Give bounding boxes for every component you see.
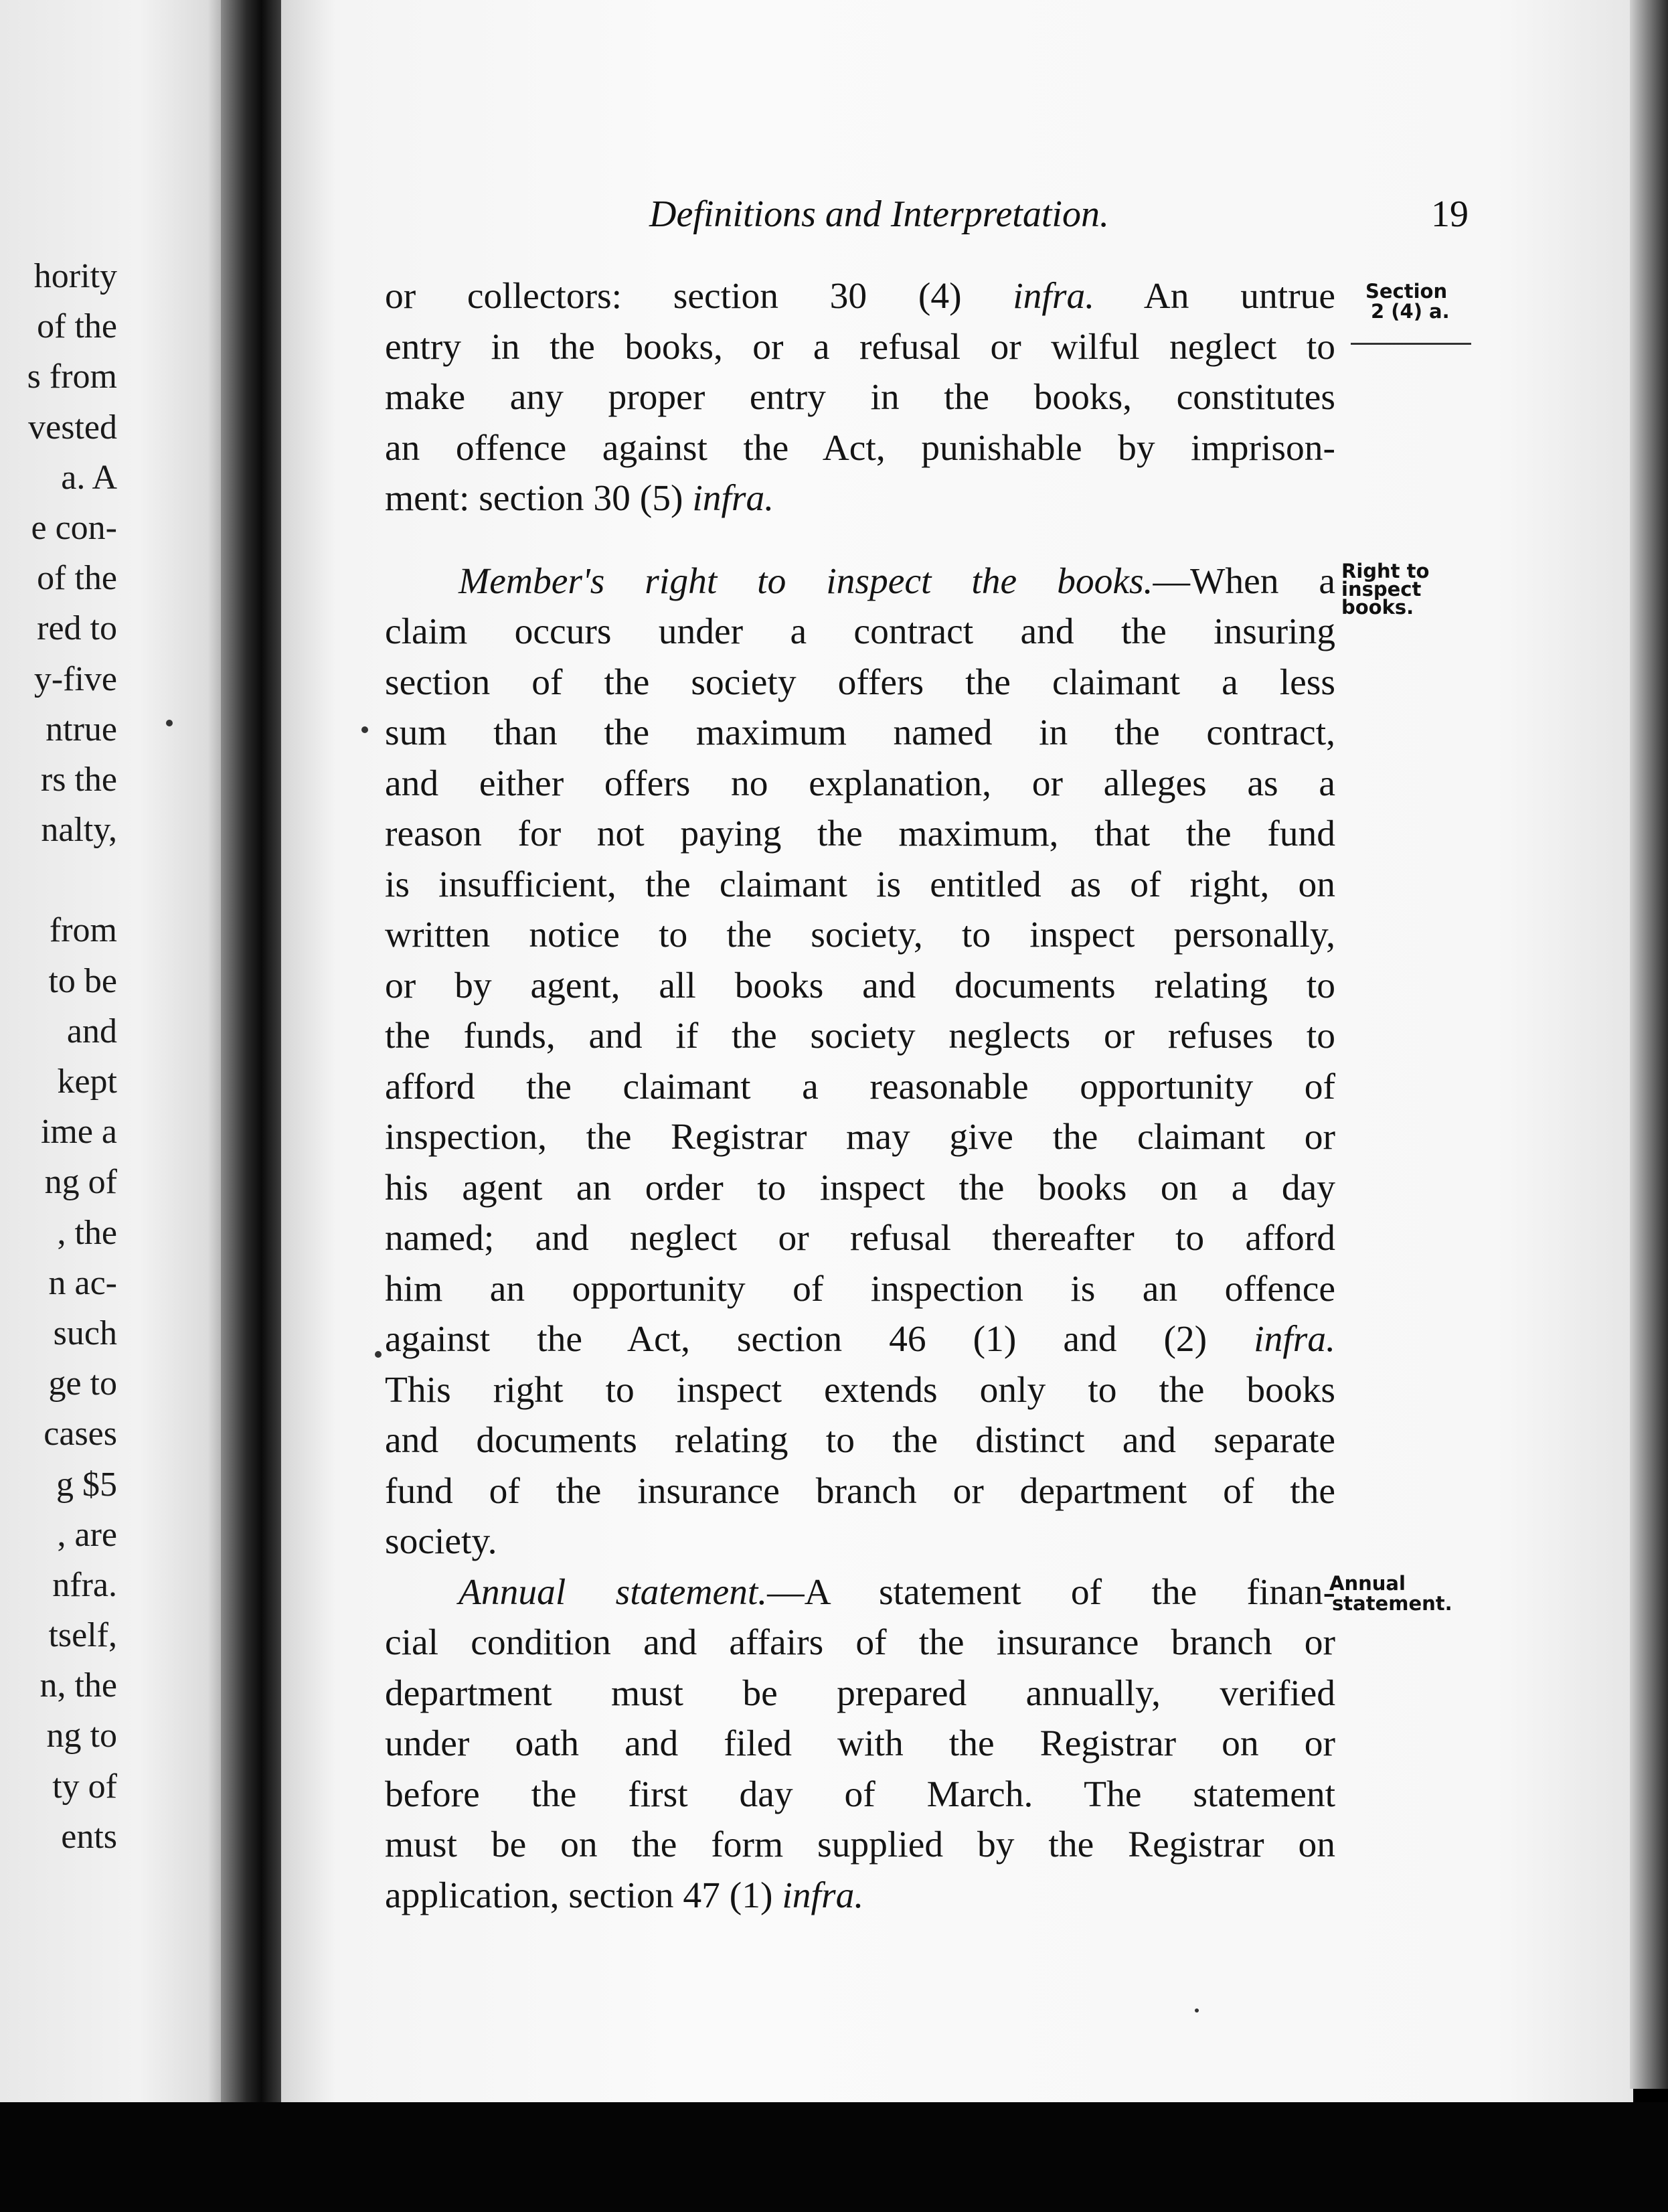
text-line: make any proper entry in the books, constitutes (385, 377, 1335, 418)
text-line: claim occurs under a contract and the insuring (385, 611, 1335, 652)
page-number: 19 (1431, 193, 1469, 235)
left-page-line-text: , the (57, 1213, 117, 1252)
scan-speck (361, 726, 368, 733)
left-page-line (0, 503, 117, 553)
sidenote-section-ref: 2 (4) a. (1371, 300, 1450, 323)
left-page-line-text: ng of (44, 1163, 117, 1202)
left-page-line (0, 1660, 117, 1711)
text-line: fund of the insurance branch or department of the (385, 1470, 1335, 1512)
left-page-line-text: s from (27, 358, 117, 396)
text-line: society. (385, 1521, 497, 1562)
left-page-line (0, 1308, 117, 1358)
left-page-line (0, 956, 117, 1006)
left-page-line (0, 755, 117, 805)
left-page-line (0, 1812, 117, 1862)
left-page-line-text: such (53, 1314, 117, 1352)
left-page-line-text: ents (61, 1817, 117, 1856)
left-page-line-text: nfra. (52, 1565, 117, 1604)
left-page-line (0, 1510, 117, 1560)
left-page-line (0, 855, 117, 905)
left-page-line (0, 1006, 117, 1056)
text-line: afford the claimant a reasonable opportunity of (385, 1066, 1335, 1107)
paragraph-annual-statement (385, 1567, 1335, 1921)
left-page-line-text: from (49, 911, 117, 950)
left-page-line (0, 251, 117, 301)
text-run: application, section 47 (1) (385, 1875, 782, 1916)
left-page-line (0, 905, 117, 955)
text-line: written notice to the society, to inspect personally, (385, 915, 1335, 955)
sidenote-right-line3: books. (1341, 596, 1414, 619)
left-page-line-text: , are (57, 1515, 117, 1554)
left-page-line (0, 1157, 117, 1207)
text-line: sum than the maximum named in the contract, (385, 712, 1335, 753)
left-page-line (0, 1258, 117, 1308)
text-run: against the Act, section 46 (1) and (2) (385, 1319, 1254, 1360)
text-run-italic: infra. (1254, 1319, 1335, 1360)
sidenote-right-line1: Right to (1341, 560, 1430, 582)
left-page-line (0, 1459, 117, 1510)
text-line: This right to inspect extends only to the books (385, 1369, 1335, 1411)
text-run-italic: infra. (782, 1875, 864, 1916)
left-page-line (0, 1560, 117, 1610)
left-page-line (0, 654, 117, 704)
sidenote-right-line2: inspect (1341, 578, 1422, 601)
paragraph-collectors (385, 271, 1335, 524)
left-page-line-text: ge to (48, 1364, 117, 1403)
text-line (385, 271, 1335, 322)
left-page-line-text: ty of (52, 1767, 117, 1806)
left-page-line (0, 1711, 117, 1761)
left-page (0, 0, 231, 2102)
text-line: or by agent, all books and documents relating to (385, 965, 1335, 1006)
text-line: must be on the form supplied by the Registrar on (385, 1824, 1335, 1865)
text-run-italic: infra. (692, 478, 774, 519)
left-page-line (0, 453, 117, 503)
text-run: An untrue (1094, 276, 1336, 317)
left-page-line (0, 1358, 117, 1409)
text-line: his agent an order to inspect the books on a day (385, 1167, 1335, 1208)
left-page-line (0, 704, 117, 755)
text-line: inspection, the Registrar may give the claimant or (385, 1117, 1335, 1158)
left-page-line-text: vested (28, 408, 117, 447)
sidenote-right-to-inspect (1341, 562, 1429, 617)
left-page-line (0, 1056, 117, 1107)
sidenote-section (1365, 281, 1450, 321)
left-page-line (0, 1107, 117, 1157)
left-page-line-text: g $5 (56, 1465, 117, 1504)
sidenote-section-label: Section (1365, 280, 1448, 303)
left-page-line (0, 1409, 117, 1459)
running-title: Definitions and Interpretation. (649, 193, 1109, 235)
left-page-line (0, 402, 117, 453)
left-page-line-text: n, the (39, 1666, 117, 1705)
scan-speck (375, 1351, 382, 1358)
paragraph-gap (385, 524, 1335, 556)
scan-speck (166, 720, 173, 726)
paragraph-right-to-inspect (385, 556, 1335, 1567)
text-line: entry in the books, or a refusal or wilful neglect to (385, 326, 1335, 368)
text-line: an offence against the Act, punishable by imprison- (385, 427, 1335, 469)
left-page-line (0, 603, 117, 653)
left-page-line-text: cases (44, 1415, 117, 1453)
left-page-line (0, 553, 117, 603)
left-page-line-text: tself, (48, 1616, 117, 1655)
text-run: or collectors: section 30 (4) (385, 276, 1013, 317)
left-page-line-text: ng to (46, 1717, 117, 1755)
text-line: is insufficient, the claimant is entitled as of right, on (385, 864, 1335, 905)
scan-speck (1195, 2008, 1199, 2012)
left-page-line (0, 805, 117, 855)
left-page-line (0, 301, 117, 351)
body-text (385, 271, 1335, 1921)
text-line: and either offers no explanation, or alleges as a (385, 763, 1335, 804)
left-page-line-text: ime a (40, 1113, 117, 1152)
left-page-line-text: n ac- (48, 1263, 117, 1302)
left-page-line (0, 1208, 117, 1258)
text-line (385, 1314, 1335, 1365)
text-line: and documents relating to the distinct and separate (385, 1420, 1335, 1461)
sidenote-annual-line2: statement. (1332, 1592, 1452, 1615)
left-page-line-text: of the (37, 559, 117, 598)
left-page-line-text: a. A (61, 458, 117, 497)
left-page-line-text: to be (48, 961, 117, 1000)
sidenote-annual-statement (1329, 1573, 1452, 1613)
left-page-line-text: nalty, (41, 811, 117, 850)
left-page-line (0, 1761, 117, 1812)
text-run-italic: infra. (1013, 276, 1095, 317)
text-line: section of the society offers the claimant a less (385, 661, 1335, 703)
paragraph-heading: Annual statement. (458, 1571, 768, 1613)
text-run: ment: section 30 (5) (385, 478, 693, 519)
text-line: reason for not paying the maximum, that the fund (385, 813, 1335, 854)
left-page-line-text: e con- (31, 508, 117, 547)
page-edge (1630, 0, 1668, 2089)
left-page-line-text: hority (33, 257, 117, 295)
text-line (385, 556, 1335, 607)
text-line (385, 473, 1335, 524)
sidenote-annual-line1: Annual (1329, 1572, 1406, 1595)
left-page-line-text: kept (57, 1062, 117, 1101)
text-run: —When a (1153, 560, 1335, 602)
left-page-line (0, 351, 117, 402)
left-page-line-text: and (66, 1012, 117, 1050)
scan-border (0, 2102, 1668, 2212)
text-line: department must be prepared annually, verified (385, 1672, 1335, 1714)
text-line (385, 1567, 1335, 1618)
left-page-text (0, 251, 117, 1862)
paragraph-heading: Member's right to inspect the books. (458, 560, 1153, 602)
text-line: under oath and filed with the Registrar on or (385, 1723, 1335, 1764)
text-line: the funds, and if the society neglects or refuses to (385, 1016, 1335, 1056)
left-page-line-text: red to (37, 609, 117, 648)
left-page-line-text: rs the (40, 760, 117, 799)
text-line: before the first day of March. The statement (385, 1773, 1335, 1815)
text-line: him an opportunity of inspection is an offence (385, 1268, 1335, 1310)
text-line: named; and neglect or refusal thereafter to afford (385, 1218, 1335, 1259)
sidenote-rule (1351, 343, 1471, 345)
text-line (385, 1871, 1335, 1921)
text-line: cial condition and affairs of the insurance branch or (385, 1622, 1335, 1663)
left-page-line-text: y-five (33, 659, 117, 698)
left-page-line-text: ntrue (46, 710, 117, 748)
left-page-line (0, 1610, 117, 1660)
left-page-line-text: of the (37, 307, 117, 346)
text-run: —A statement of the finan- (767, 1571, 1335, 1613)
